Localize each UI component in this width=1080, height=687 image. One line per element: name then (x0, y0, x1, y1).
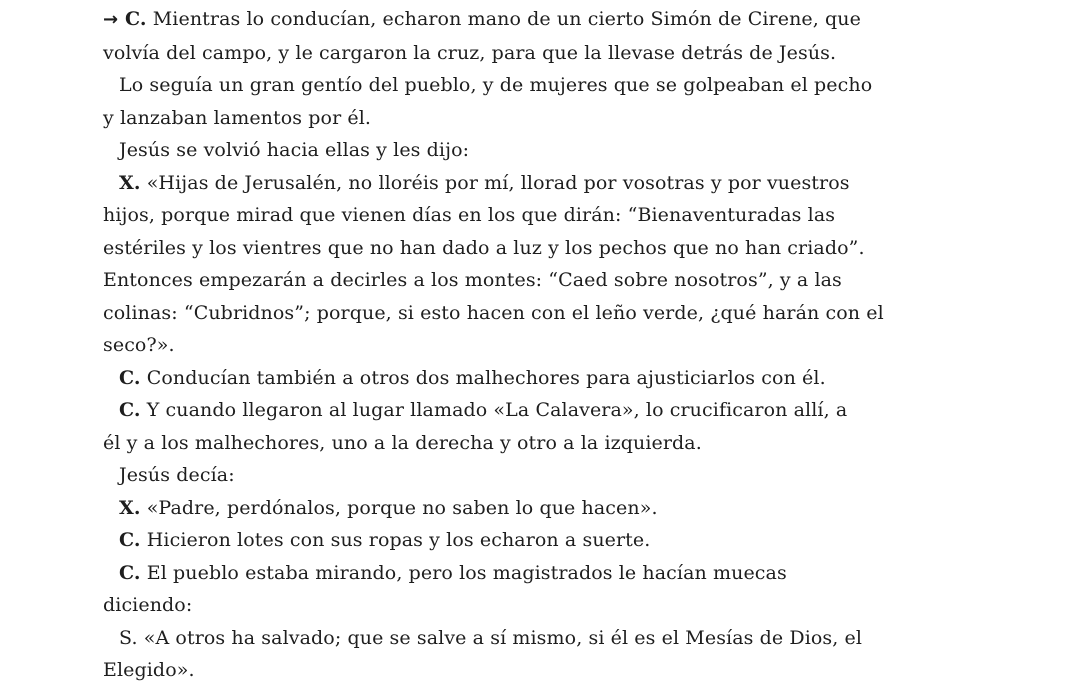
speaker-label: C. (125, 8, 147, 30)
text-line: Entonces empezarán a decirles a los montes: “Caed sobre nosotros”, y a las (103, 269, 842, 291)
speaker-label: X. (119, 171, 141, 194)
text-line (103, 362, 903, 395)
text-line: Jesús se volvió hacia ellas y les dijo: (119, 139, 470, 161)
text-line (103, 3, 903, 37)
paragraph (103, 362, 903, 395)
paragraph (103, 459, 903, 492)
paragraph (103, 3, 903, 69)
text-line: Jesús decía: (119, 464, 235, 486)
speaker-label: C. (119, 366, 141, 389)
text-line: colinas: “Cubridnos”; porque, si esto hacen con el leño verde, ¿qué harán con el (103, 301, 884, 324)
text-line (103, 524, 903, 557)
text-line: estériles y los vientres que no han dado a luz y los pechos que no han criado”. (103, 236, 865, 259)
paragraph (103, 134, 903, 167)
paragraph (103, 394, 903, 459)
speaker-label: C. (119, 561, 141, 584)
text-line: diciendo: (103, 594, 193, 616)
text-line (103, 557, 903, 590)
text-line (103, 492, 903, 525)
speaker-label: C. (119, 399, 141, 421)
text-line (103, 167, 903, 200)
speaker-label: X. (119, 496, 141, 519)
paragraph (103, 69, 903, 134)
line-text: Mientras lo conducían, echaron mano de un cierto Simón de Cirene, que (152, 8, 861, 30)
text-line: hijos, porque mirad que vienen días en los que dirán: “Bienaventuradas las (103, 204, 836, 226)
paragraph (103, 167, 903, 362)
reading-page (103, 3, 903, 687)
line-text: Y cuando llegaron al lugar llamado «La Calavera», lo crucificaron allí, a (146, 399, 848, 421)
paragraph (103, 622, 903, 687)
line-text: Hicieron lotes con sus ropas y los echaron a suerte. (146, 529, 651, 551)
text-line: seco?». (103, 334, 175, 356)
speaker-label: S. (119, 626, 138, 649)
line-text: «Hijas de Jerusalén, no lloréis por mí, llorad por vosotras y por vuestros (146, 171, 850, 194)
paragraph (103, 557, 903, 622)
text-line: volvía del campo, y le cargaron la cruz, para que la llevase detrás de Jesús. (103, 41, 837, 64)
text-line: él y a los malhechores, uno a la derecha y otro a la izquierda. (103, 431, 702, 454)
paragraph (103, 524, 903, 557)
text-line: y lanzaban lamentos por él. (103, 106, 372, 129)
line-text: Conducían también a otros dos malhechores para ajusticiarlos con él. (146, 366, 826, 389)
text-line: Lo seguía un gran gentío del pueblo, y de mujeres que se golpeaban el pecho (119, 74, 873, 96)
paragraph (103, 492, 903, 525)
text-line (103, 622, 903, 655)
speaker-label: C. (119, 529, 141, 551)
arrow-right-icon: → (103, 9, 119, 30)
text-line: Elegido». (103, 659, 195, 681)
line-text: El pueblo estaba mirando, pero los magistrados le hacían muecas (146, 561, 787, 584)
text-line (103, 394, 903, 427)
line-text: «A otros ha salvado; que se salve a sí mismo, si él es el Mesías de Dios, el (143, 626, 863, 649)
line-text: «Padre, perdónalos, porque no saben lo que hacen». (146, 496, 658, 519)
